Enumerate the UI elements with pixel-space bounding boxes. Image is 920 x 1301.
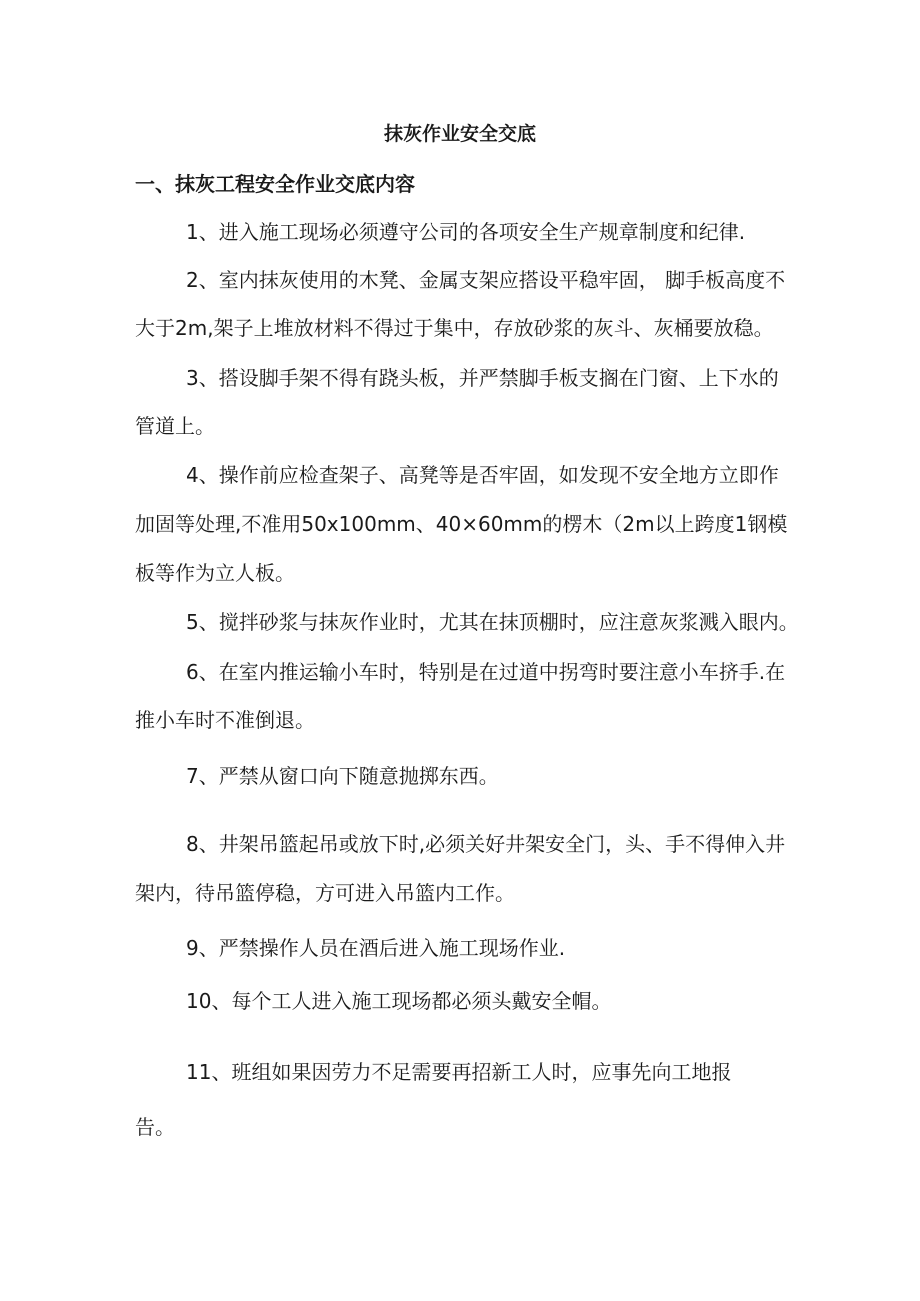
item-8-line-2: 架内，待吊篮停稳，方可进入吊篮内工作。 (135, 881, 515, 905)
item-1-line-1: 1、进入施工现场必须遵守公司的各项安全生产规章制度和纪律. (186, 220, 746, 244)
item-11-line-2: 告。 (135, 1115, 175, 1139)
item-6-line-2: 推小车时不准倒退。 (135, 708, 315, 732)
item-6-line-1: 6、在室内推运输小车时，特别是在过道中拐弯时要注意小车挤手.在 (186, 660, 786, 684)
item-4-line-3: 板等作为立人板。 (135, 561, 295, 585)
item-5-line-1: 5、搅拌砂浆与抹灰作业时，尤其在抹顶棚时，应注意灰浆溅入眼内。 (186, 610, 799, 634)
item-2-line-2: 大于2m,架子上堆放材料不得过于集中，存放砂浆的灰斗、灰桶要放稳。 (135, 316, 774, 340)
item-4-line-1: 4、操作前应检查架子、高凳等是否牢固，如发现不安全地方立即作 (186, 463, 779, 487)
item-4-line-2: 加固等处理,不准用50x100mm、40×60mm的楞木（2m以上跨度1钢模 (135, 512, 788, 536)
item-7-line-1: 7、严禁从窗口向下随意抛掷东西。 (186, 764, 499, 788)
item-9-line-1: 9、严禁操作人员在酒后进入施工现场作业. (186, 936, 566, 960)
item-10-line-1: 10、每个工人进入施工现场都必须头戴安全帽。 (186, 989, 612, 1013)
item-8-line-1: 8、井架吊篮起吊或放下时,必须关好井架安全门，头、手不得伸入井 (186, 832, 786, 856)
item-2-line-1: 2、室内抹灰使用的木凳、金属支架应搭设平稳牢固， 脚手板高度不 (186, 268, 786, 292)
document-title: 抹灰作业安全交底 (383, 123, 536, 145)
item-3-line-2: 管道上。 (135, 414, 215, 438)
section-heading: 一、抹灰工程安全作业交底内容 (135, 172, 415, 196)
item-11-line-1: 11、班组如果因劳力不足需要再招新工人时，应事先向工地报 (186, 1060, 732, 1084)
item-3-line-1: 3、搭设脚手架不得有跷头板，并严禁脚手板支搁在门窗、上下水的 (186, 366, 779, 390)
